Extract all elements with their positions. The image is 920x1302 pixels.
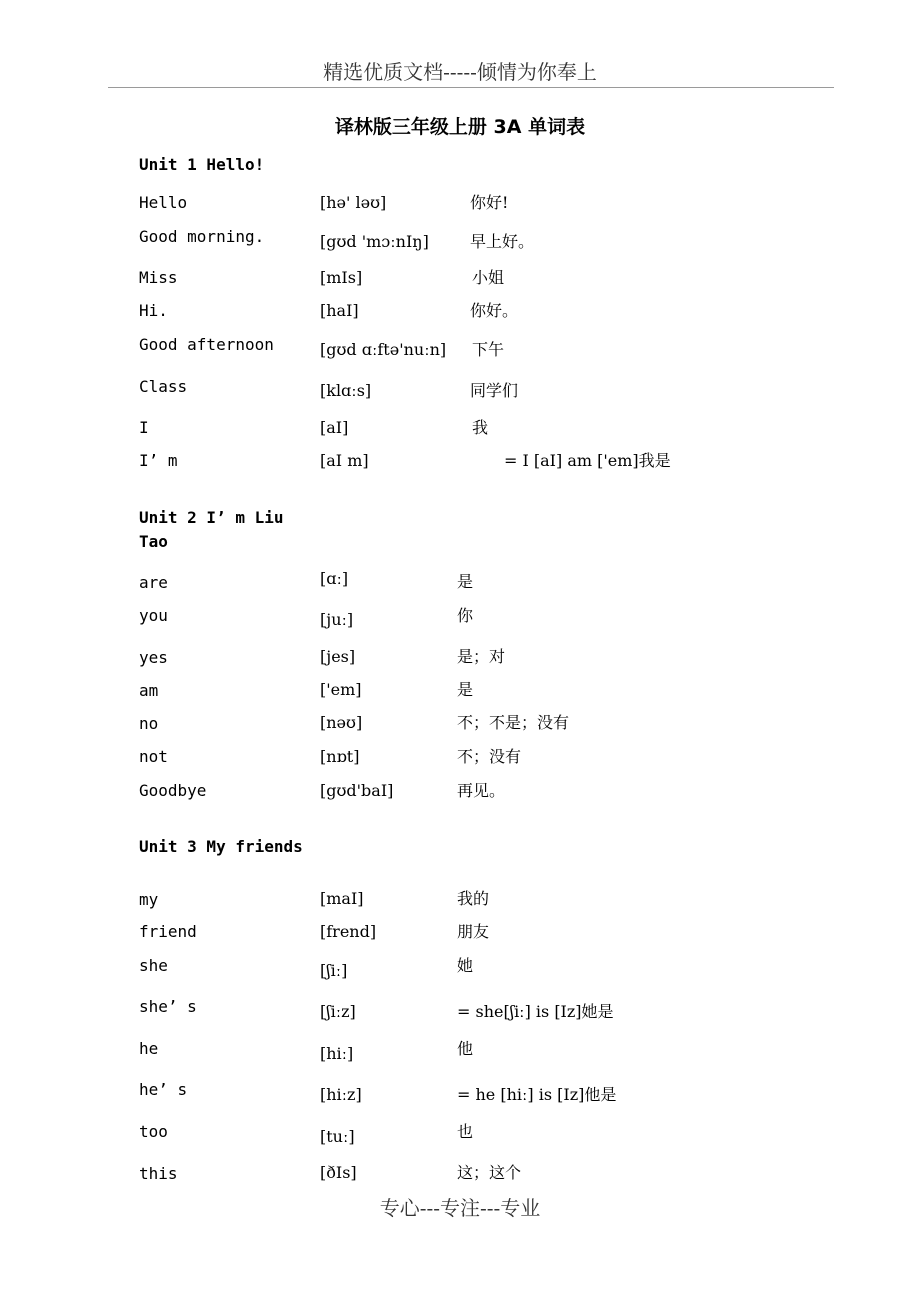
meaning: 是: [457, 572, 474, 591]
word: Miss: [139, 268, 178, 287]
vocab-row: [0, 1079, 920, 1103]
vocab-row: [0, 450, 920, 474]
vocab-row: [0, 679, 920, 703]
phonetic: [frend]: [320, 922, 377, 941]
phonetic: [maI]: [320, 889, 364, 908]
word: she: [139, 956, 168, 975]
meaning: = I [aI] am ['em]我是: [504, 451, 671, 470]
vocab-row: [0, 571, 920, 595]
word: am: [139, 681, 159, 700]
phonetic: [hiː]: [320, 1044, 354, 1063]
vocab-row: [0, 605, 920, 629]
unit-2-heading-cont: Tao: [139, 532, 168, 551]
meaning: 这；这个: [457, 1163, 522, 1182]
phonetic: [gʊd 'mɔːnIŋ]: [320, 232, 429, 251]
phonetic: [gʊd ɑːftə'nuːn]: [320, 340, 447, 359]
meaning: 是；对: [457, 647, 506, 666]
vocab-row: [0, 996, 920, 1020]
meaning: 你: [457, 606, 474, 625]
word: I: [139, 418, 149, 437]
vocab-row: [0, 780, 920, 804]
meaning: = he [hiː] is [Iz]他是: [457, 1085, 617, 1104]
word: Class: [139, 377, 188, 396]
word: Goodbye: [139, 781, 207, 800]
meaning: 同学们: [470, 381, 519, 400]
meaning: 不；不是；没有: [457, 713, 570, 732]
phonetic: [jes]: [320, 647, 356, 666]
unit-1-heading: Unit 1 Hello!: [139, 155, 265, 174]
word: no: [139, 714, 159, 733]
header-divider: [108, 87, 834, 88]
phonetic: [mIs]: [320, 268, 363, 287]
word: you: [139, 606, 168, 625]
vocab-row: [0, 646, 920, 670]
vocab-row: [0, 1162, 920, 1186]
word: yes: [139, 648, 168, 667]
word: are: [139, 573, 168, 592]
word: my: [139, 890, 159, 909]
vocab-row: [0, 712, 920, 736]
meaning: 你好。: [470, 301, 519, 320]
page-footer: 专心---专注---专业: [379, 1196, 541, 1220]
phonetic: [juː]: [320, 610, 354, 629]
vocab-row: [0, 226, 920, 250]
phonetic: [tuː]: [320, 1127, 355, 1146]
meaning: 下午: [472, 340, 505, 359]
page-header: 精选优质文档-----倾情为你奉上: [323, 60, 597, 84]
meaning: 早上好。: [470, 232, 535, 251]
phonetic: [ʃiːz]: [320, 1002, 356, 1021]
meaning: 是: [457, 680, 474, 699]
phonetic: [ɑː]: [320, 569, 349, 588]
meaning: 朋友: [457, 922, 490, 941]
unit-3-heading: Unit 3 My friends: [139, 837, 303, 856]
phonetic: ['em]: [320, 680, 362, 699]
word: she’ s: [139, 997, 197, 1016]
vocab-row: [0, 334, 920, 358]
page-title: 译林版三年级上册 3A 单词表: [334, 116, 586, 138]
vocab-row: [0, 746, 920, 770]
vocab-row: [0, 1121, 920, 1145]
word: too: [139, 1122, 168, 1141]
phonetic: [nəʊ]: [320, 713, 363, 732]
word: Good afternoon: [139, 335, 274, 354]
meaning: = she[ʃiː] is [Iz]她是: [457, 1002, 614, 1021]
word: Hello: [139, 193, 188, 212]
phonetic: [hiːz]: [320, 1085, 362, 1104]
meaning: 他: [457, 1039, 474, 1058]
word: I’ m: [139, 451, 178, 470]
phonetic: [nɒt]: [320, 747, 360, 766]
phonetic: [hə' ləʊ]: [320, 193, 387, 212]
word: not: [139, 747, 168, 766]
vocab-row: [0, 1038, 920, 1062]
word: Good morning.: [139, 227, 265, 246]
vocab-row: [0, 921, 920, 945]
vocab-row: [0, 192, 920, 216]
word: Hi.: [139, 301, 168, 320]
vocab-row: [0, 376, 920, 400]
phonetic: [aI]: [320, 418, 349, 437]
phonetic: [aI m]: [320, 451, 369, 470]
vocab-row: [0, 888, 920, 912]
word: this: [139, 1164, 178, 1183]
meaning: 我: [472, 418, 489, 437]
meaning: 你好!: [470, 193, 509, 212]
meaning: 小姐: [472, 268, 505, 287]
unit-2-heading: Unit 2 I’ m Liu: [139, 508, 284, 527]
phonetic: [gʊd'baI]: [320, 781, 394, 800]
vocab-row: [0, 300, 920, 324]
phonetic: [haI]: [320, 301, 359, 320]
word: friend: [139, 922, 197, 941]
meaning: 不；没有: [457, 747, 522, 766]
meaning: 再见。: [457, 781, 506, 800]
word: he: [139, 1039, 159, 1058]
phonetic: [ʃiː]: [320, 961, 348, 980]
phonetic: [ðIs]: [320, 1163, 357, 1182]
meaning: 也: [457, 1122, 474, 1141]
vocab-row: [0, 955, 920, 979]
word: he’ s: [139, 1080, 188, 1099]
vocab-row: [0, 417, 920, 441]
meaning: 她: [457, 956, 474, 975]
meaning: 我的: [457, 889, 490, 908]
phonetic: [klɑːs]: [320, 381, 372, 400]
vocab-row: [0, 267, 920, 291]
